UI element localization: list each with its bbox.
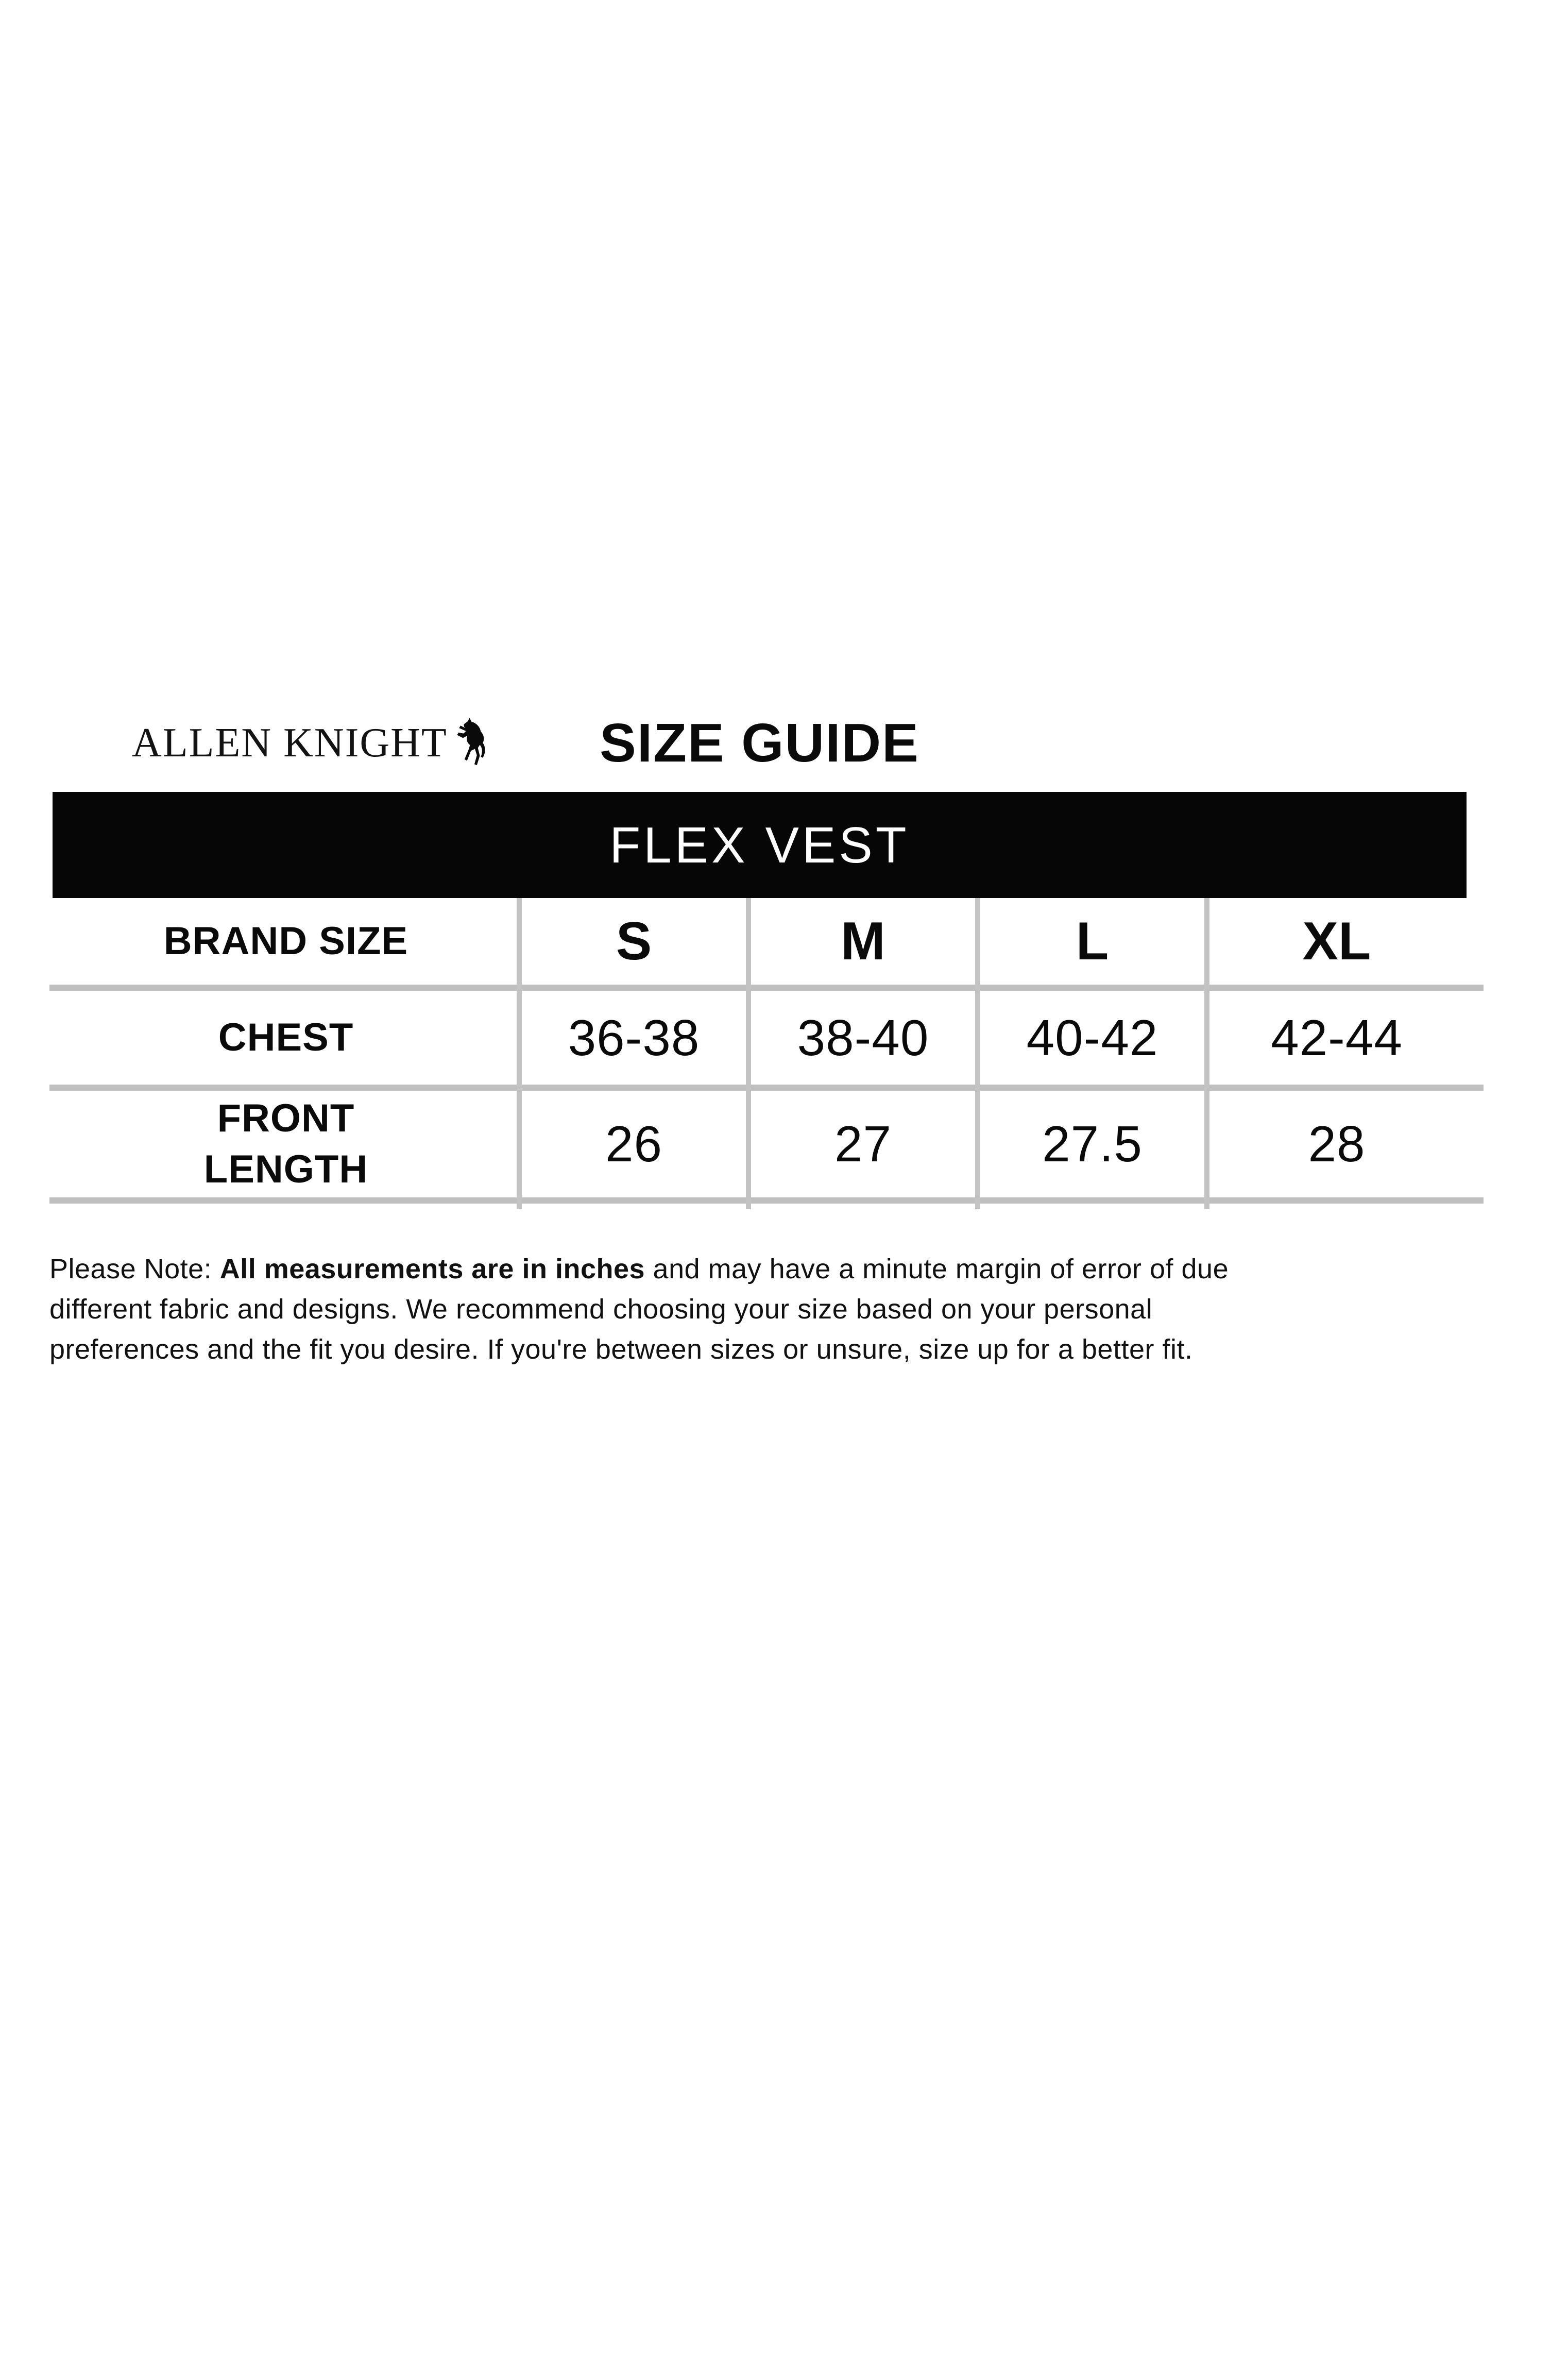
table-divider-vertical-4 xyxy=(1204,898,1209,1209)
note-line-1-prefix: Please Note: xyxy=(49,1254,220,1284)
note-line-1-suffix: and may have a minute margin of error of due xyxy=(645,1254,1229,1284)
table-divider-horizontal-1 xyxy=(49,985,1484,991)
page-title: SIZE GUIDE xyxy=(600,713,919,773)
size-cell-l: L xyxy=(1076,911,1109,971)
table-divider-vertical-2 xyxy=(746,898,751,1209)
size-cell-s: S xyxy=(616,911,652,971)
table-row-chest xyxy=(53,991,1467,1085)
size-cell-xl: XL xyxy=(1302,911,1371,971)
row-header-brand-size: BRAND SIZE xyxy=(163,919,408,963)
table-row-front-length xyxy=(53,1091,1467,1197)
front-length-cell-l: 27.5 xyxy=(1042,1115,1143,1172)
chest-cell-m: 38-40 xyxy=(797,1009,929,1066)
front-length-cell-s: 26 xyxy=(605,1115,662,1172)
chest-cell-s: 36-38 xyxy=(568,1009,700,1066)
chest-cell-l: 40-42 xyxy=(1026,1009,1158,1066)
note-line-1-bold: All measurements are in inches xyxy=(219,1254,645,1284)
front-length-cell-xl: 28 xyxy=(1308,1115,1366,1172)
note-line-3: preferences and the fit you desire. If you're between sizes or unsure, size up for a better fit. xyxy=(49,1334,1193,1365)
note-line-2: different fabric and designs. We recommend choosing your size based on your personal xyxy=(49,1294,1153,1325)
product-banner xyxy=(53,792,1467,898)
table-divider-horizontal-2 xyxy=(49,1085,1484,1091)
measurement-note xyxy=(49,1249,1543,1369)
brand-logo-text: ALLEN KNIGHT xyxy=(132,720,448,766)
chest-cell-xl: 42-44 xyxy=(1271,1009,1403,1066)
table-divider-horizontal-3 xyxy=(49,1197,1484,1204)
row-header-front-length xyxy=(53,1091,519,1197)
table-divider-vertical-1 xyxy=(517,898,522,1209)
table-divider-vertical-3 xyxy=(975,898,980,1209)
front-length-cell-m: 27 xyxy=(834,1115,892,1172)
note-line-1 xyxy=(49,1249,1543,1289)
row-header-chest: CHEST xyxy=(218,1015,354,1059)
table-row-brand-size xyxy=(53,898,1467,985)
size-cell-m: M xyxy=(841,911,885,971)
product-banner-title: FLEX VEST xyxy=(609,816,910,873)
row-header-front-length-label: FRONT LENGTH xyxy=(203,1096,368,1191)
